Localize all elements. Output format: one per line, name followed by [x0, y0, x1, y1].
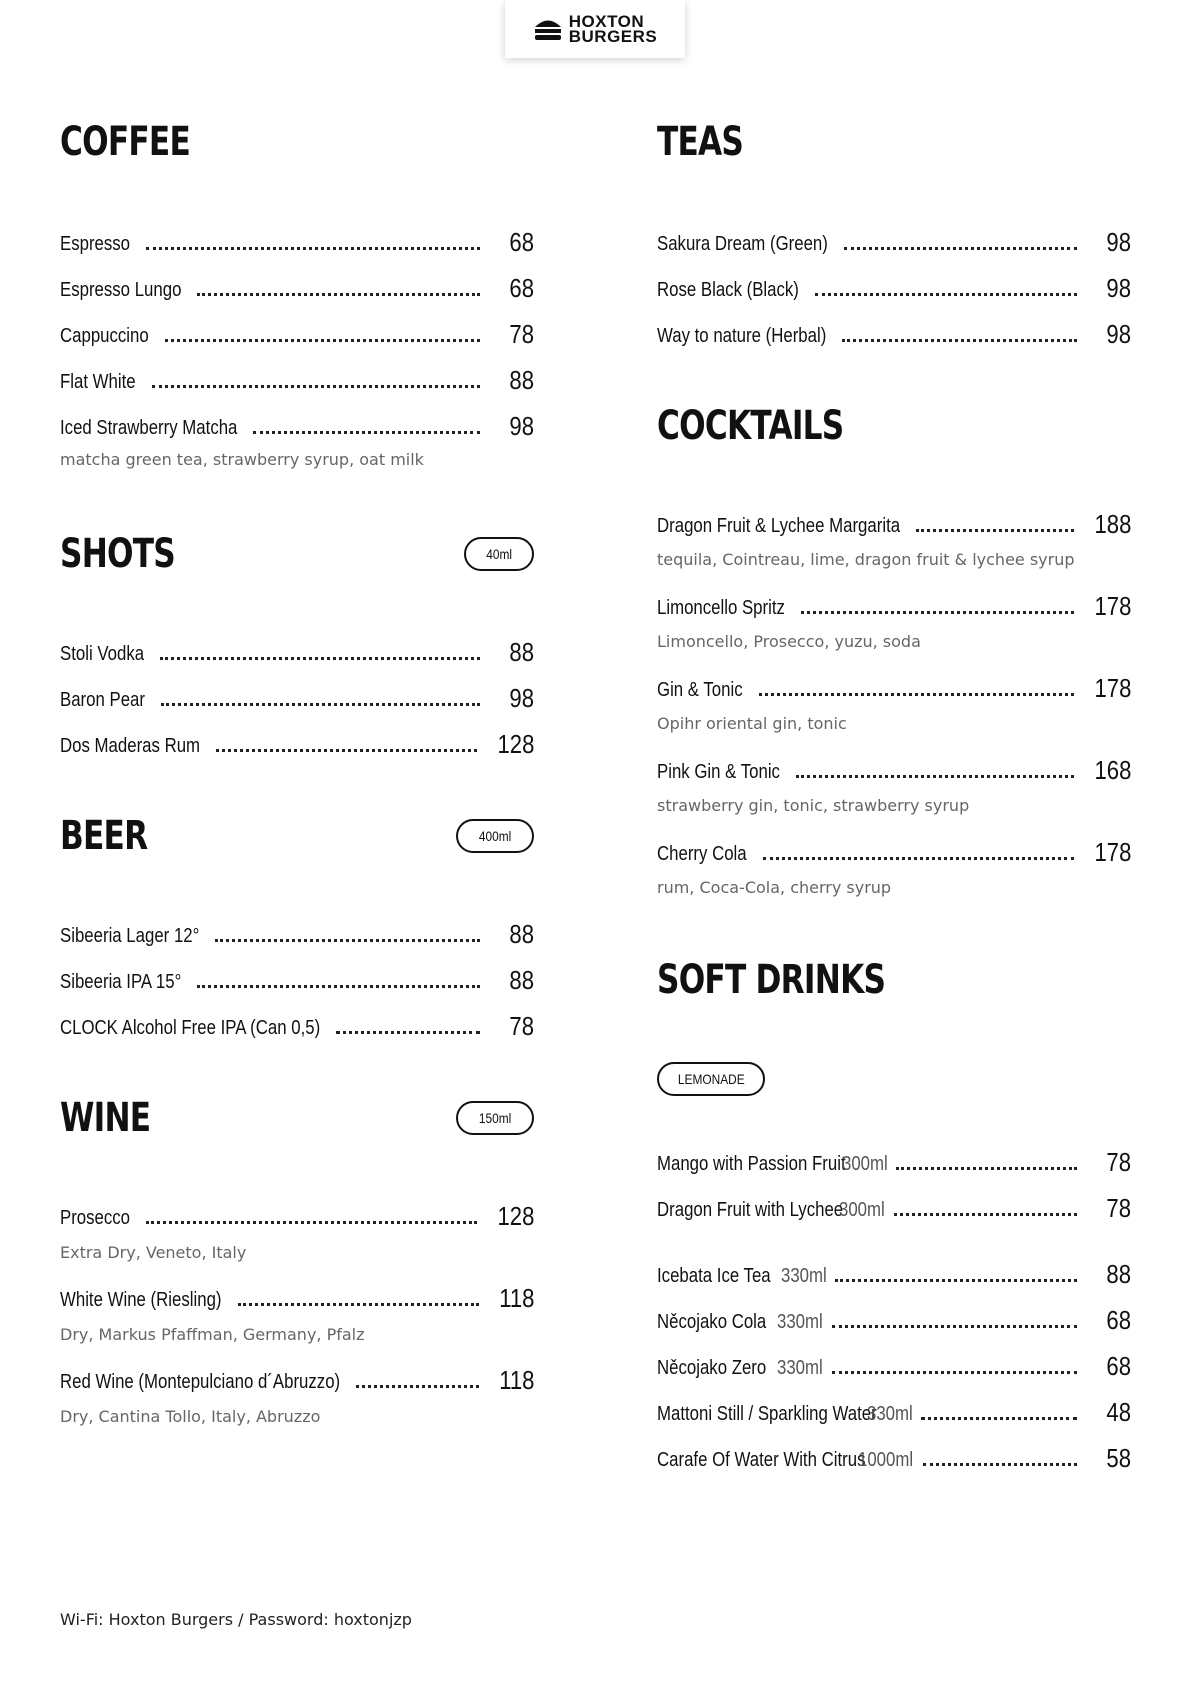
dot-leader: [832, 1325, 1077, 1328]
dot-leader: [796, 775, 1074, 778]
brand-line1: HOXTON: [568, 12, 645, 31]
burger-icon: [533, 16, 563, 42]
item-name: Dos Maderas Rum: [60, 735, 201, 757]
item-price: 98: [1106, 273, 1131, 303]
section-title-cocktails: COCKTAILS: [657, 403, 844, 449]
dot-leader: [894, 1213, 1077, 1216]
item-description: Dry, Cantina Tollo, Italy, Abruzzo: [60, 1407, 321, 1426]
item-name: Gin & Tonic: [657, 679, 743, 701]
item-price: 68: [509, 273, 534, 303]
item-price: 68: [1106, 1305, 1131, 1335]
item-price: 118: [498, 1365, 534, 1395]
menu-item: [60, 1008, 534, 1040]
dot-leader: [336, 1031, 480, 1034]
menu-item: [657, 506, 1131, 538]
item-price: 178: [1094, 673, 1131, 703]
item-name: Baron Pear: [60, 689, 145, 711]
item-description: Dry, Markus Pfaffman, Germany, Pfalz: [60, 1325, 365, 1344]
item-price: 128: [497, 1201, 534, 1231]
volume-badge-label: 40ml: [486, 546, 512, 562]
dot-leader: [916, 529, 1073, 532]
category-badge-label: LEMONADE: [677, 1071, 745, 1087]
dot-leader: [215, 939, 480, 942]
item-name: Mango with Passion Fruit: [657, 1153, 846, 1175]
menu-item: [60, 1280, 534, 1312]
item-volume: 330ml: [777, 1357, 824, 1379]
menu-item: [657, 1394, 1131, 1426]
item-name: Stoli Vodka: [60, 643, 145, 665]
dot-leader: [216, 749, 477, 752]
dot-leader: [161, 703, 480, 706]
item-volume: 300ml: [839, 1199, 885, 1221]
dot-leader: [165, 339, 480, 342]
menu-item: [60, 726, 534, 758]
item-price: 88: [509, 637, 534, 667]
menu-item: [657, 752, 1131, 784]
item-description: rum, Coca-Cola, cherry syrup: [657, 878, 892, 897]
item-name: Dragon Fruit & Lychee Margarita: [657, 515, 901, 537]
volume-badge: [464, 537, 534, 571]
menu-item: [657, 1302, 1131, 1334]
item-name: Espresso Lungo: [60, 279, 182, 301]
item-name: Cappuccino: [60, 325, 149, 347]
item-price: 178: [1094, 837, 1131, 867]
dot-leader: [253, 431, 480, 434]
item-name: Red Wine (Montepulciano d´Abruzzo): [60, 1371, 341, 1393]
item-volume: 330ml: [780, 1265, 827, 1287]
menu-item: [657, 1190, 1131, 1222]
dot-leader: [146, 1221, 477, 1224]
menu-item: [657, 670, 1131, 702]
dot-leader: [896, 1167, 1077, 1170]
item-name: Flat White: [60, 371, 136, 393]
item-name: CLOCK Alcohol Free IPA (Can 0,5): [60, 1017, 321, 1039]
item-price: 68: [1106, 1351, 1131, 1381]
dot-leader: [842, 339, 1077, 342]
item-description: Extra Dry, Veneto, Italy: [60, 1243, 247, 1262]
item-volume: 1000ml: [857, 1449, 913, 1471]
item-description: Limoncello, Prosecco, yuzu, soda: [657, 632, 921, 651]
dot-leader: [763, 857, 1074, 860]
item-name: Carafe Of Water With Citrus: [657, 1449, 866, 1471]
item-description: strawberry gin, tonic, strawberry syrup: [657, 796, 970, 815]
volume-badge: [456, 819, 534, 853]
dot-leader: [356, 1385, 478, 1388]
item-name: Limoncello Spritz: [657, 597, 785, 619]
section-title-teas: TEAS: [657, 119, 744, 165]
item-volume: 300ml: [841, 1153, 888, 1175]
menu-item: [657, 224, 1131, 256]
item-price: 78: [509, 1011, 534, 1041]
menu-item: [60, 680, 534, 712]
item-volume: 330ml: [866, 1403, 913, 1425]
menu-item: [60, 224, 534, 256]
item-name: Mattoni Still / Sparkling Water: [657, 1403, 877, 1425]
menu-item: [657, 270, 1131, 302]
item-price: 168: [1094, 755, 1131, 785]
volume-badge: [456, 1101, 534, 1135]
item-price: 88: [1106, 1259, 1131, 1289]
brand-logo: [505, 0, 685, 58]
dot-leader: [146, 247, 480, 250]
dot-leader: [197, 293, 480, 296]
item-name: Sakura Dream (Green): [657, 233, 828, 255]
section-title-beer: BEER: [60, 813, 148, 859]
brand-line2: BURGERS: [568, 27, 658, 46]
dot-leader: [801, 611, 1074, 614]
item-price: 58: [1106, 1443, 1131, 1473]
item-price: 98: [509, 411, 534, 441]
dot-leader: [197, 985, 480, 988]
menu-item: [60, 362, 534, 394]
menu-item: [60, 316, 534, 348]
dot-leader: [160, 657, 480, 660]
menu-item: [60, 270, 534, 302]
menu-item: [60, 408, 534, 440]
item-name: White Wine (Riesling): [60, 1289, 222, 1311]
volume-badge-label: 400ml: [478, 828, 512, 844]
item-name: Něcojako Cola: [657, 1311, 767, 1333]
section-title-coffee: COFFEE: [60, 119, 190, 165]
section-title-shots: SHOTS: [60, 531, 175, 577]
item-name: Sibeeria IPA 15°: [60, 971, 182, 993]
item-name: Cherry Cola: [657, 843, 747, 865]
menu-item: [657, 834, 1131, 866]
menu-item: [60, 962, 534, 994]
item-price: 88: [509, 365, 534, 395]
item-description: tequila, Cointreau, lime, dragon fruit & lychee syrup: [657, 550, 1075, 569]
item-price: 88: [509, 965, 534, 995]
item-price: 188: [1094, 509, 1131, 539]
item-price: 98: [509, 683, 534, 713]
category-badge: [657, 1062, 765, 1096]
item-name: Prosecco: [60, 1207, 131, 1229]
item-name: Rose Black (Black): [657, 279, 799, 301]
menu-item: [657, 1144, 1131, 1176]
item-price: 48: [1106, 1397, 1131, 1427]
item-name: Pink Gin & Tonic: [657, 761, 780, 783]
dot-leader: [923, 1463, 1077, 1466]
menu-item: [657, 1348, 1131, 1380]
volume-badge-label: 150ml: [478, 1110, 512, 1126]
item-price: 78: [1106, 1193, 1131, 1223]
menu-item: [657, 1256, 1131, 1288]
wifi-info: Wi-Fi: Hoxton Burgers / Password: hoxtonjzp: [60, 1610, 412, 1629]
menu-item: [657, 588, 1131, 620]
menu-item: [60, 634, 534, 666]
item-name: Něcojako Zero: [657, 1357, 767, 1379]
item-name: Icebata Ice Tea: [657, 1265, 771, 1287]
dot-leader: [921, 1417, 1077, 1420]
item-price: 68: [509, 227, 534, 257]
item-price: 128: [497, 729, 534, 759]
item-price: 98: [1106, 319, 1131, 349]
dot-leader: [815, 293, 1077, 296]
section-title-soft-drinks: SOFT DRINKS: [657, 957, 886, 1003]
item-volume: 330ml: [777, 1311, 824, 1333]
item-price: 98: [1106, 227, 1131, 257]
menu-item: [657, 316, 1131, 348]
item-price: 178: [1094, 591, 1131, 621]
dot-leader: [759, 693, 1074, 696]
item-description: matcha green tea, strawberry syrup, oat milk: [60, 450, 424, 469]
item-price: 88: [509, 919, 534, 949]
item-description: Opihr oriental gin, tonic: [657, 714, 847, 733]
menu-item: [657, 1440, 1131, 1472]
item-name: Way to nature (Herbal): [657, 325, 827, 347]
menu-item: [60, 1362, 534, 1394]
item-name: Sibeeria Lager 12°: [60, 925, 200, 947]
section-title-wine: WINE: [60, 1095, 151, 1141]
menu-item: [60, 916, 534, 948]
item-price: 78: [1106, 1147, 1131, 1177]
item-price: 78: [509, 319, 534, 349]
item-price: 118: [498, 1283, 534, 1313]
dot-leader: [238, 1303, 479, 1306]
item-name: Dragon Fruit with Lychee: [657, 1199, 844, 1221]
dot-leader: [835, 1279, 1077, 1282]
dot-leader: [832, 1371, 1077, 1374]
item-name: Espresso: [60, 233, 131, 255]
dot-leader: [844, 247, 1077, 250]
menu-item: [60, 1198, 534, 1230]
item-name: Iced Strawberry Matcha: [60, 417, 238, 439]
dot-leader: [152, 385, 480, 388]
